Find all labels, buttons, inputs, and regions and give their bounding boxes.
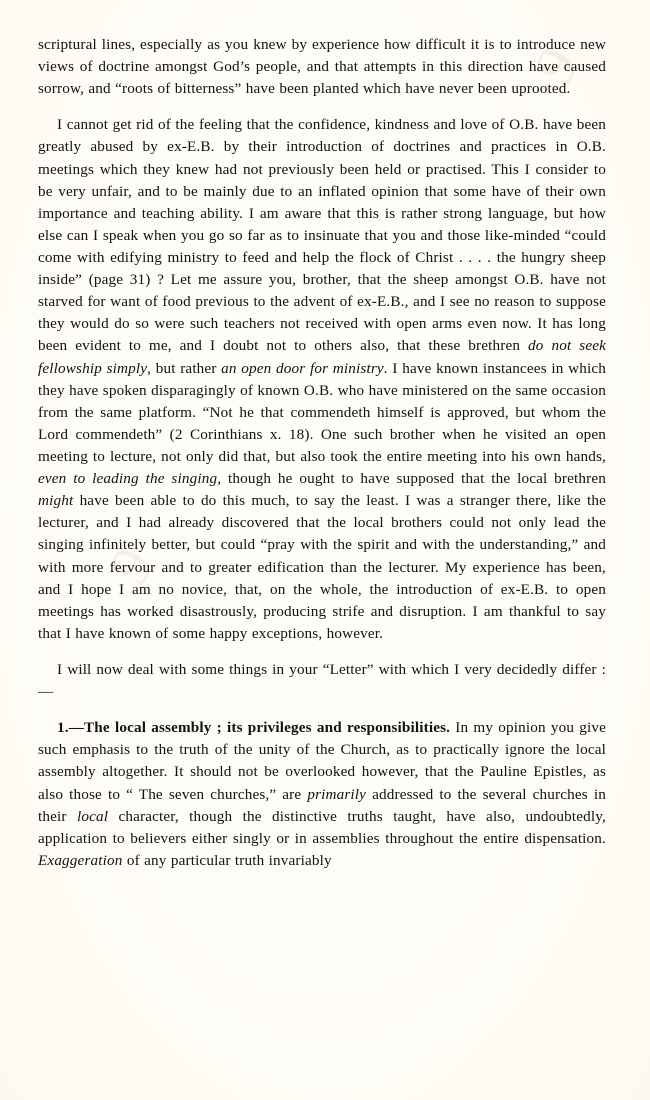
emphasis-text: an open door for ministry	[221, 359, 384, 377]
watermark-text-top: 9	[520, 34, 593, 95]
emphasis-text: might	[38, 492, 74, 510]
paragraph	[38, 34, 606, 100]
body-text: I will now deal with some things in your “Letter” with which I very decidedly differ :—	[38, 660, 606, 701]
emphasis-text: local	[76, 807, 109, 825]
section-heading: 1.—The local assembly ; its privileges and responsibilities.	[57, 719, 451, 737]
body-text: . I have known instancees in which they have spoken disparagingly of known O.B. who have ministered on the same occasion from the same platform. “Not he that commendeth himself is approved, but whom the Lord commendeth” (2 Corinthians x. 18). One such brother when he visited an open meeting to lecture, not only did that, but also took the entire meeting into his own hands,	[38, 359, 607, 465]
body-text: I cannot get rid of the feeling that the confidence, kindness and love of O.B. have been greatly abused by ex-E.B. by their introduction of doctrines and practices in O.B. meetings which they knew had not previously been held or practised. This I consider to be very unfair, and to be mainly due to an inflated opinion that some have of their own importance and teaching ability. I am aware that this is rather strong language, but how else can I speak when you go so far as to insinuate that you and those like-minded “could come with edifying ministry to feed and help the flock of Christ . . . . the hungry sheep inside” (page 31) ? Let me assure you, brother, that the sheep amongst O.B. have not starved for want of food previous to the advent of ex-E.B., and I see no reason to suppose they would do so were such teachers not received with open arms even now. It has long been evident to me, and I doubt not to others also, that these brethren	[38, 116, 606, 355]
body-text: , but rather	[147, 359, 222, 377]
document-body	[38, 34, 606, 872]
body-text: have been able to do this much, to say the least. I was a stranger there, like the lecturer, and I had already discovered that the local brothers could not only lead the singing infinitely better, but could “pray with the spirit and with the understanding,” and with more fervour and to greater edification than the lecturer. My experience has been, and I hope I am no novice, that, on the whole, the introduction of ex-E.B. to open meetings has worked disastrously, producing strife and disruption. I am thankful to say that I have known of some happy exceptions, however.	[38, 492, 606, 642]
watermark-text-bottom: 9	[95, 534, 168, 595]
body-text: addressed to the several churches in their	[38, 785, 606, 825]
body-text: , though he ought to have supposed that the local brethren	[217, 470, 606, 488]
paragraph	[38, 659, 606, 703]
body-text: scriptural lines, especially as you knew by experience how difficult it is to introduce new views of doctrine amongst God’s people, and that attempts in this direction have caused sorrow, and “roots of bitterness” have been planted which have never been uprooted.	[38, 36, 606, 98]
paragraph	[38, 717, 606, 872]
emphasis-text: do not seek fellowship simply	[38, 337, 606, 377]
emphasis-text: Exaggeration	[38, 851, 123, 869]
body-text: character, though the distinctive truths taught, have also, undoubtedly, application to believers either singly or in assemblies throughout the entire dispensation.	[38, 807, 606, 847]
emphasis-text: even to leading the singing	[38, 470, 218, 488]
body-text: In my opinion you give such emphasis to the truth of the unity of the Church, as to practically ignore the local assembly altogether. It should not be overlooked however, that the Pauline Epistles, as also those to “ The seven churches,” are	[38, 719, 606, 803]
paragraph	[38, 114, 606, 645]
body-text: of any particular truth invariably	[122, 851, 332, 869]
emphasis-text: primarily	[307, 785, 367, 803]
